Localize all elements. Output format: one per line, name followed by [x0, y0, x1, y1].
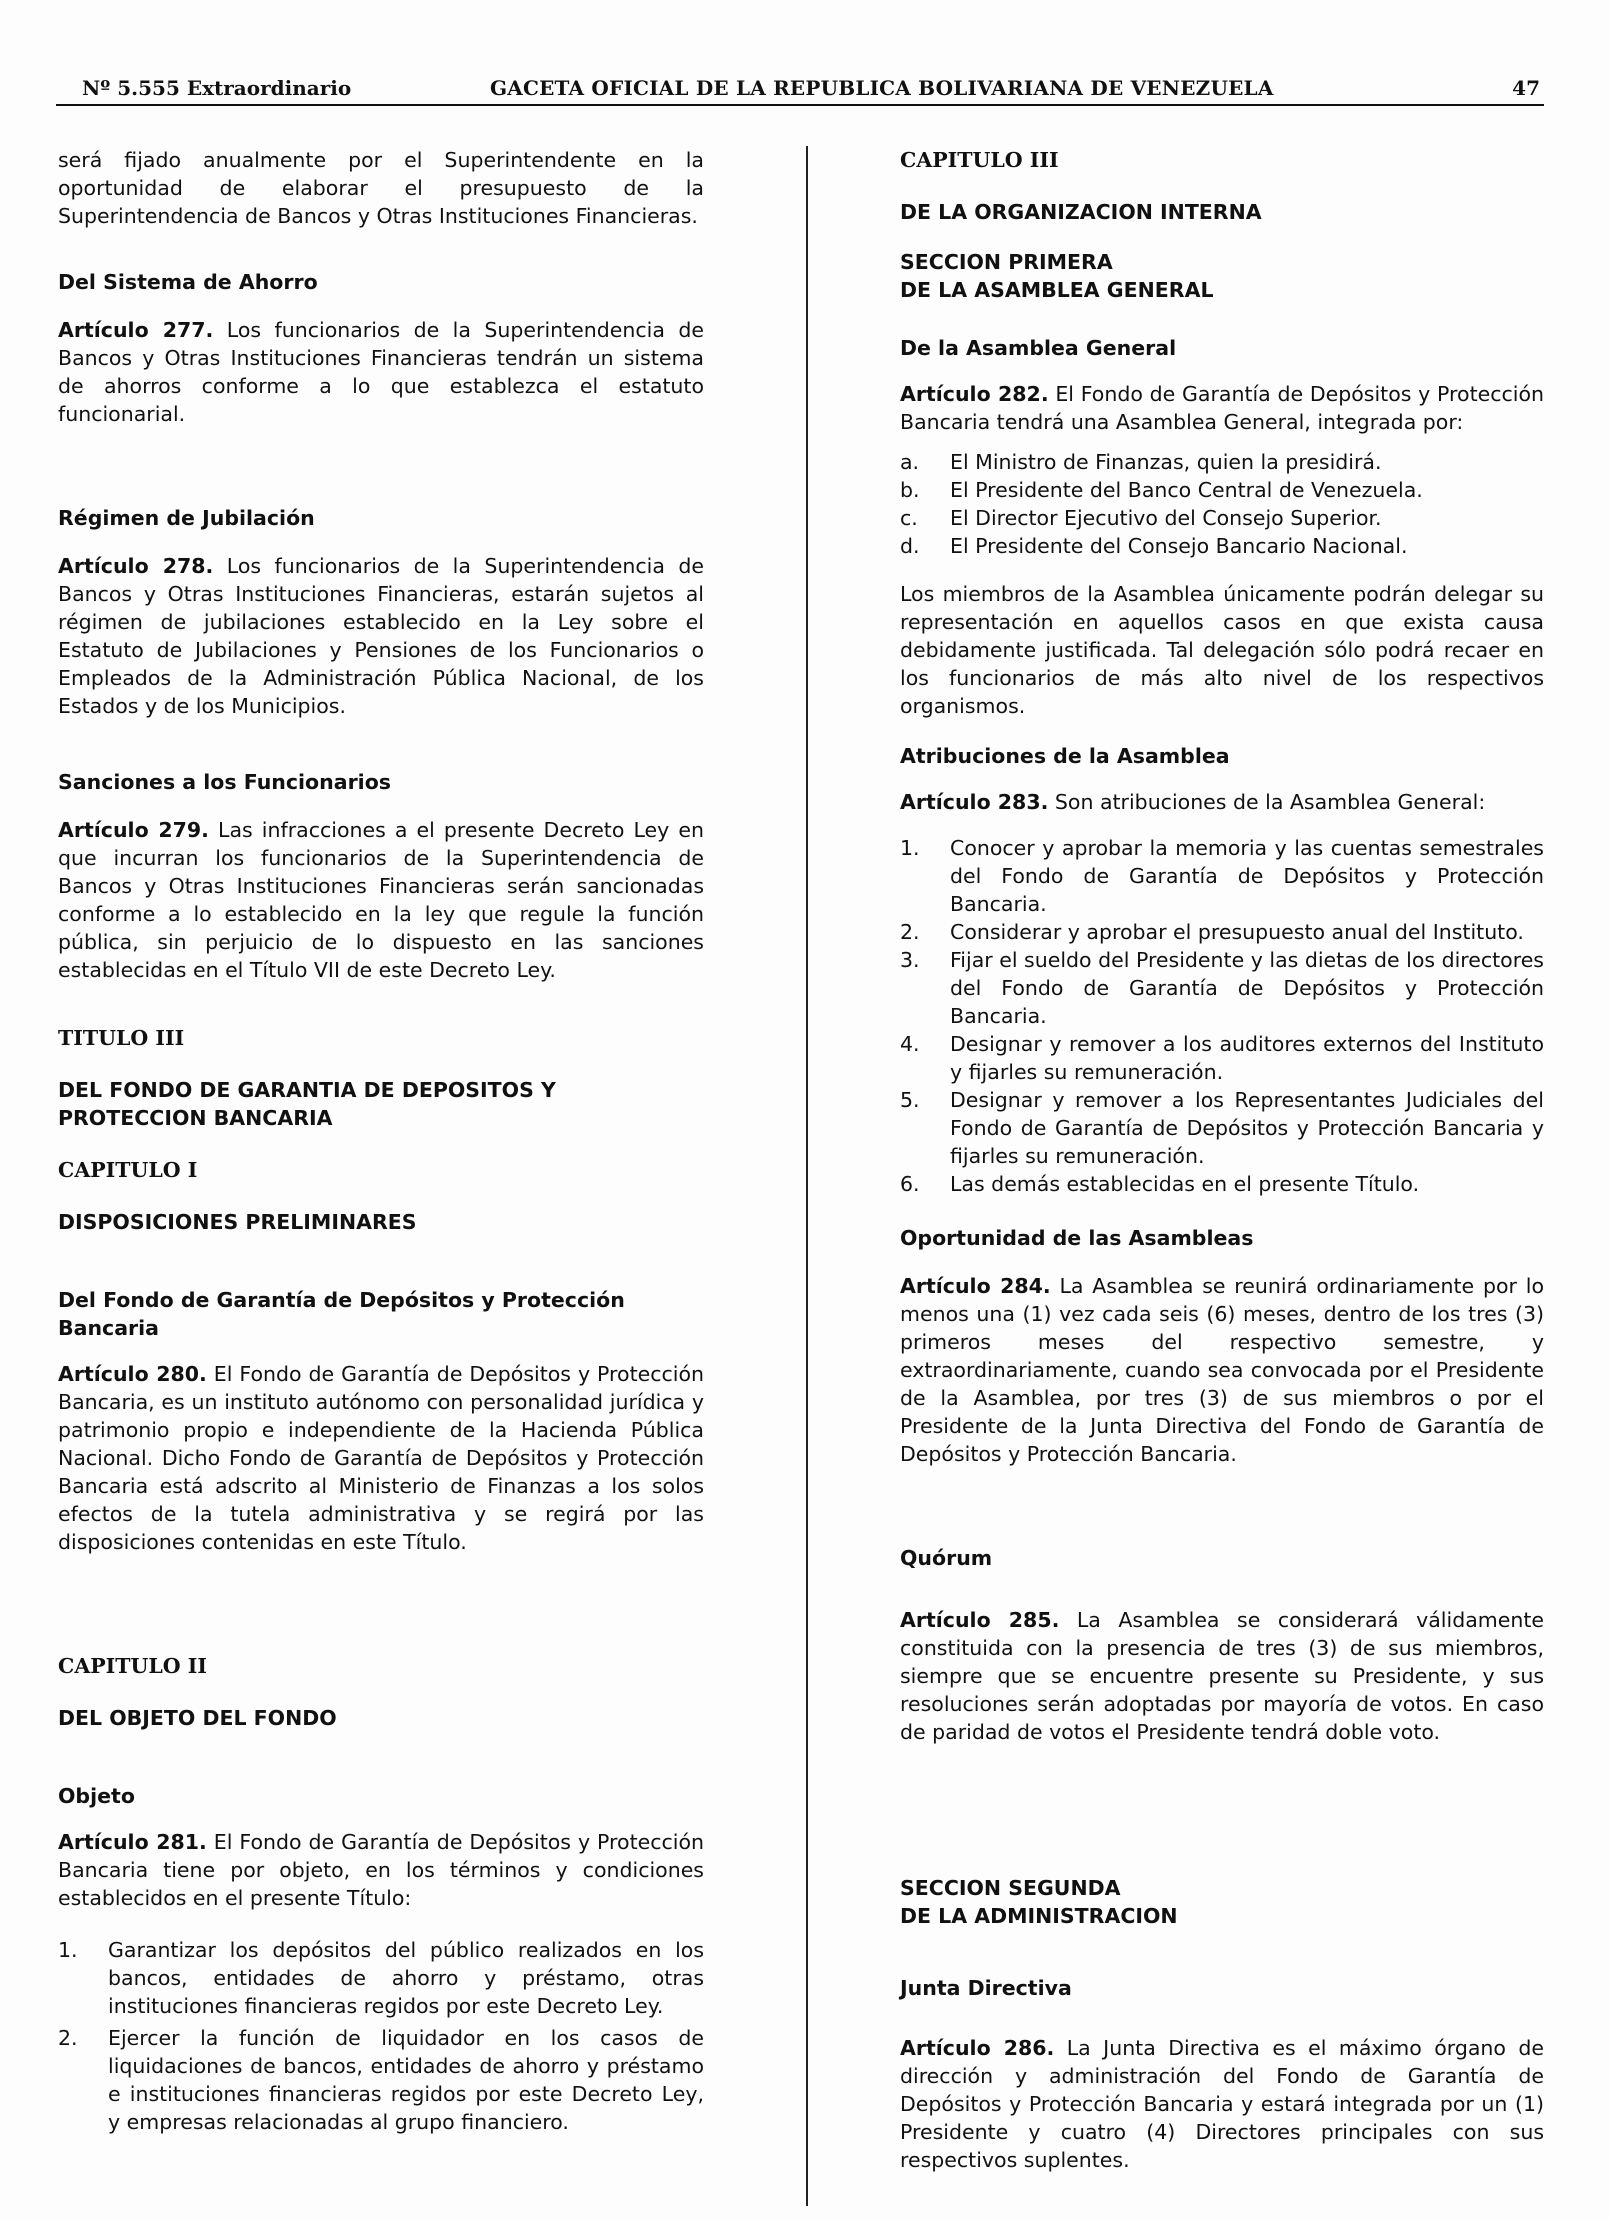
titulo-name-line-1: DEL FONDO DE GARANTIA DE DEPOSITOS Y: [58, 1078, 556, 1102]
article-279-text: Las infracciones a el presente Decreto Ley en que incurran los funcionarios de la Superintendencia de Bancos y Otras Instituciones Financieras serán sancionadas conforme a lo establecido en la ley que regule la función pública, sin perjuicio de lo dispuesto en las sanciones establecidas en el Título VII de este Decreto Ley.: [58, 818, 704, 982]
list-item: [900, 448, 1544, 476]
article-285-label: Artículo 285.: [900, 1608, 1060, 1632]
titulo-name-line-2: PROTECCION BANCARIA: [58, 1106, 333, 1130]
list-item: [900, 504, 1544, 532]
list-item: [900, 532, 1544, 560]
heading-del-fondo-line-2: Bancaria: [58, 1316, 160, 1340]
article-278-text: Los funcionarios de la Superintendencia de Bancos y Otras Instituciones Financieras, estarán sujetos al régimen de jubilaciones establecido en la Ley sobre el Estatuto de Jubilaciones y Pensiones de los Funcionarios o Empleados de la Administración Pública Nacional, de los Estados y de los Municipios.: [58, 554, 705, 718]
article-285: [900, 1606, 1544, 1746]
article-283-label: Artículo 283.: [900, 790, 1049, 814]
article-281: [58, 1828, 704, 1912]
heading-sistema-ahorro: Del Sistema de Ahorro: [58, 270, 318, 294]
list-marker: a.: [900, 450, 920, 474]
page-header: [56, 74, 1544, 106]
article-284: [900, 1272, 1544, 1468]
heading-atribuciones: Atribuciones de la Asamblea: [900, 744, 1230, 768]
titulo-heading: TITULO III: [58, 1026, 185, 1050]
list-marker: c.: [900, 506, 918, 530]
article-283: [900, 788, 1544, 816]
heading-quorum: Quórum: [900, 1546, 993, 1570]
list-item-text: Designar y remover a los Representantes Judiciales del Fondo de Garantía de Depósitos y Protección Bancaria y fijarles su remuneración.: [950, 1088, 1544, 1168]
article-277: [58, 316, 704, 428]
seccion-2-heading: SECCION SEGUNDA: [900, 1876, 1121, 1900]
seccion-2-name: DE LA ADMINISTRACION: [900, 1904, 1178, 1928]
heading-asamblea-general: De la Asamblea General: [900, 336, 1177, 360]
list-item-text: Conocer y aprobar la memoria y las cuentas semestrales del Fondo de Garantía de Depósitos y Protección Bancaria.: [950, 836, 1544, 916]
article-286-label: Artículo 286.: [900, 2036, 1055, 2060]
list-marker: 4.: [900, 1032, 920, 1056]
article-283-list: [900, 834, 1544, 1198]
right-column: [900, 146, 1544, 2174]
heading-junta-directiva: Junta Directiva: [900, 1976, 1072, 2000]
article-279: [58, 816, 704, 984]
list-marker: 2.: [900, 920, 920, 944]
article-282-text: El Fondo de Garantía de Depósitos y Protección Bancaria tendrá una Asamblea General, integrada por:: [900, 382, 1545, 434]
article-278: [58, 552, 704, 720]
list-marker: 1.: [900, 836, 920, 860]
article-281-text: El Fondo de Garantía de Depósitos y Protección Bancaria tiene por objeto, en los términos y condiciones establecidos en el presente Título:: [58, 1830, 704, 1910]
intro-paragraph: será fijado anualmente por el Superintendente en la oportunidad de elaborar el presupuesto de la Superintendencia de Bancos y Otras Instituciones Financieras.: [58, 148, 704, 228]
list-item: [900, 1086, 1544, 1170]
list-item-text: Garantizar los depósitos del público realizados en los bancos, entidades de ahorro y préstamo, otras instituciones financieras regidos por este Decreto Ley.: [108, 1938, 704, 2018]
list-item-text: Ejercer la función de liquidador en los casos de liquidaciones de bancos, entidades de ahorro y préstamo e instituciones financieras regidos por este Decreto Ley, y empresas relacionadas al grupo financiero.: [108, 2026, 704, 2134]
capitulo-2-name: DEL OBJETO DEL FONDO: [58, 1706, 337, 1730]
list-item-text: El Presidente del Consejo Bancario Nacional.: [950, 534, 1408, 558]
article-284-label: Artículo 284.: [900, 1274, 1051, 1298]
list-item: [900, 1170, 1544, 1198]
capitulo-2-heading: CAPITULO II: [58, 1654, 207, 1678]
list-marker: d.: [900, 534, 920, 558]
article-285-text: La Asamblea se considerará válidamente constituida con la presencia de tres (3) de sus miembros, siempre que se encuentre presente su Presidente, y sus resoluciones serán adoptadas por mayoría de votos. En caso de paridad de votos el Presidente tendrá doble voto.: [900, 1608, 1544, 1744]
list-marker: 6.: [900, 1172, 920, 1196]
left-column: [58, 146, 704, 2136]
article-280: [58, 1360, 704, 1556]
list-item: [900, 946, 1544, 1030]
capitulo-1-name: DISPOSICIONES PRELIMINARES: [58, 1210, 417, 1234]
list-marker: 2.: [58, 2026, 78, 2050]
article-282-label: Artículo 282.: [900, 382, 1049, 406]
heading-oportunidad: Oportunidad de las Asambleas: [900, 1226, 1254, 1250]
article-282-list: [900, 448, 1544, 560]
capitulo-1-heading: CAPITULO I: [58, 1158, 198, 1182]
article-280-text: El Fondo de Garantía de Depósitos y Protección Bancaria, es un instituto autónomo con personalidad jurídica y patrimonio propio e independiente de la Hacienda Pública Nacional. Dicho Fondo de Garantía de Depósitos y Protección Bancaria está adscrito al Ministerio de Finanzas a los solos efectos de la tutela administrativa y se regirá por las disposiciones contenidas en este Título.: [58, 1362, 704, 1554]
page-number: 47: [1512, 76, 1540, 100]
article-281-list: [58, 1936, 704, 2136]
list-marker: 5.: [900, 1088, 920, 1112]
article-286-text: La Junta Directiva es el máximo órgano de dirección y administración del Fondo de Garantía de Depósitos y Protección Bancaria y estará integrada por un (1) Presidente y cuatro (4) Directores principales con sus respectivos suplentes.: [900, 2036, 1544, 2172]
list-item: [900, 1030, 1544, 1086]
article-284-text: La Asamblea se reunirá ordinariamente por lo menos una (1) vez cada seis (6) meses, dentro de los tres (3) primeros meses del respectivo semestre, y extraordinariamente, cuando sea convocada por el Presidente de la Asamblea, por tres (3) de sus miembros o por el Presidente de la Junta Directiva del Fondo de Garantía de Depósitos y Protección Bancaria.: [900, 1274, 1544, 1466]
publication-title: GACETA OFICIAL DE LA REPUBLICA BOLIVARIANA DE VENEZUELA: [490, 76, 1274, 100]
seccion-1-name: DE LA ASAMBLEA GENERAL: [900, 278, 1214, 302]
article-279-label: Artículo 279.: [58, 818, 209, 842]
list-item: [58, 1936, 704, 2020]
list-item-text: Las demás establecidas en el presente Título.: [950, 1172, 1420, 1196]
list-marker: 1.: [58, 1938, 78, 1962]
issue-number: Nº 5.555 Extraordinario: [82, 76, 352, 100]
article-281-label: Artículo 281.: [58, 1830, 207, 1854]
article-277-label: Artículo 277.: [58, 318, 214, 342]
article-282-paragraph: Los miembros de la Asamblea únicamente podrán delegar su representación en aquellos casos en que exista causa debidamente justificada. Tal delegación sólo podrá recaer en los funcionarios de más alto nivel de los respectivos organismos.: [900, 582, 1544, 718]
list-item-text: El Presidente del Banco Central de Venezuela.: [950, 478, 1423, 502]
heading-objeto: Objeto: [58, 1784, 135, 1808]
list-item: [58, 2024, 704, 2136]
article-278-label: Artículo 278.: [58, 554, 214, 578]
capitulo-3-name: DE LA ORGANIZACION INTERNA: [900, 200, 1262, 224]
list-marker: b.: [900, 478, 920, 502]
seccion-1-heading: SECCION PRIMERA: [900, 250, 1113, 274]
capitulo-3-heading: CAPITULO III: [900, 148, 1059, 172]
list-item-text: Designar y remover a los auditores externos del Instituto y fijarles su remuneración.: [950, 1032, 1544, 1084]
article-283-text: Son atribuciones de la Asamblea General:: [1048, 790, 1486, 814]
article-286: [900, 2034, 1544, 2174]
list-item-text: El Director Ejecutivo del Consejo Superior.: [950, 506, 1382, 530]
article-277-text: Los funcionarios de la Superintendencia de Bancos y Otras Instituciones Financieras tendrán un sistema de ahorros conforme a lo que establezca el estatuto funcionarial.: [58, 318, 705, 426]
list-item: [900, 834, 1544, 918]
article-280-label: Artículo 280.: [58, 1362, 207, 1386]
list-item-text: Fijar el sueldo del Presidente y las dietas de los directores del Fondo de Garantía de Depósitos y Protección Bancaria.: [950, 948, 1544, 1028]
heading-regimen-jubilacion: Régimen de Jubilación: [58, 506, 315, 530]
column-divider: [806, 146, 808, 2206]
list-marker: 3.: [900, 948, 920, 972]
list-item: [900, 476, 1544, 504]
list-item-text: El Ministro de Finanzas, quien la presidirá.: [950, 450, 1382, 474]
heading-sanciones: Sanciones a los Funcionarios: [58, 770, 391, 794]
article-282: [900, 380, 1544, 436]
heading-del-fondo-line-1: Del Fondo de Garantía de Depósitos y Protección: [58, 1288, 625, 1312]
list-item-text: Considerar y aprobar el presupuesto anual del Instituto.: [950, 920, 1524, 944]
list-item: [900, 918, 1544, 946]
